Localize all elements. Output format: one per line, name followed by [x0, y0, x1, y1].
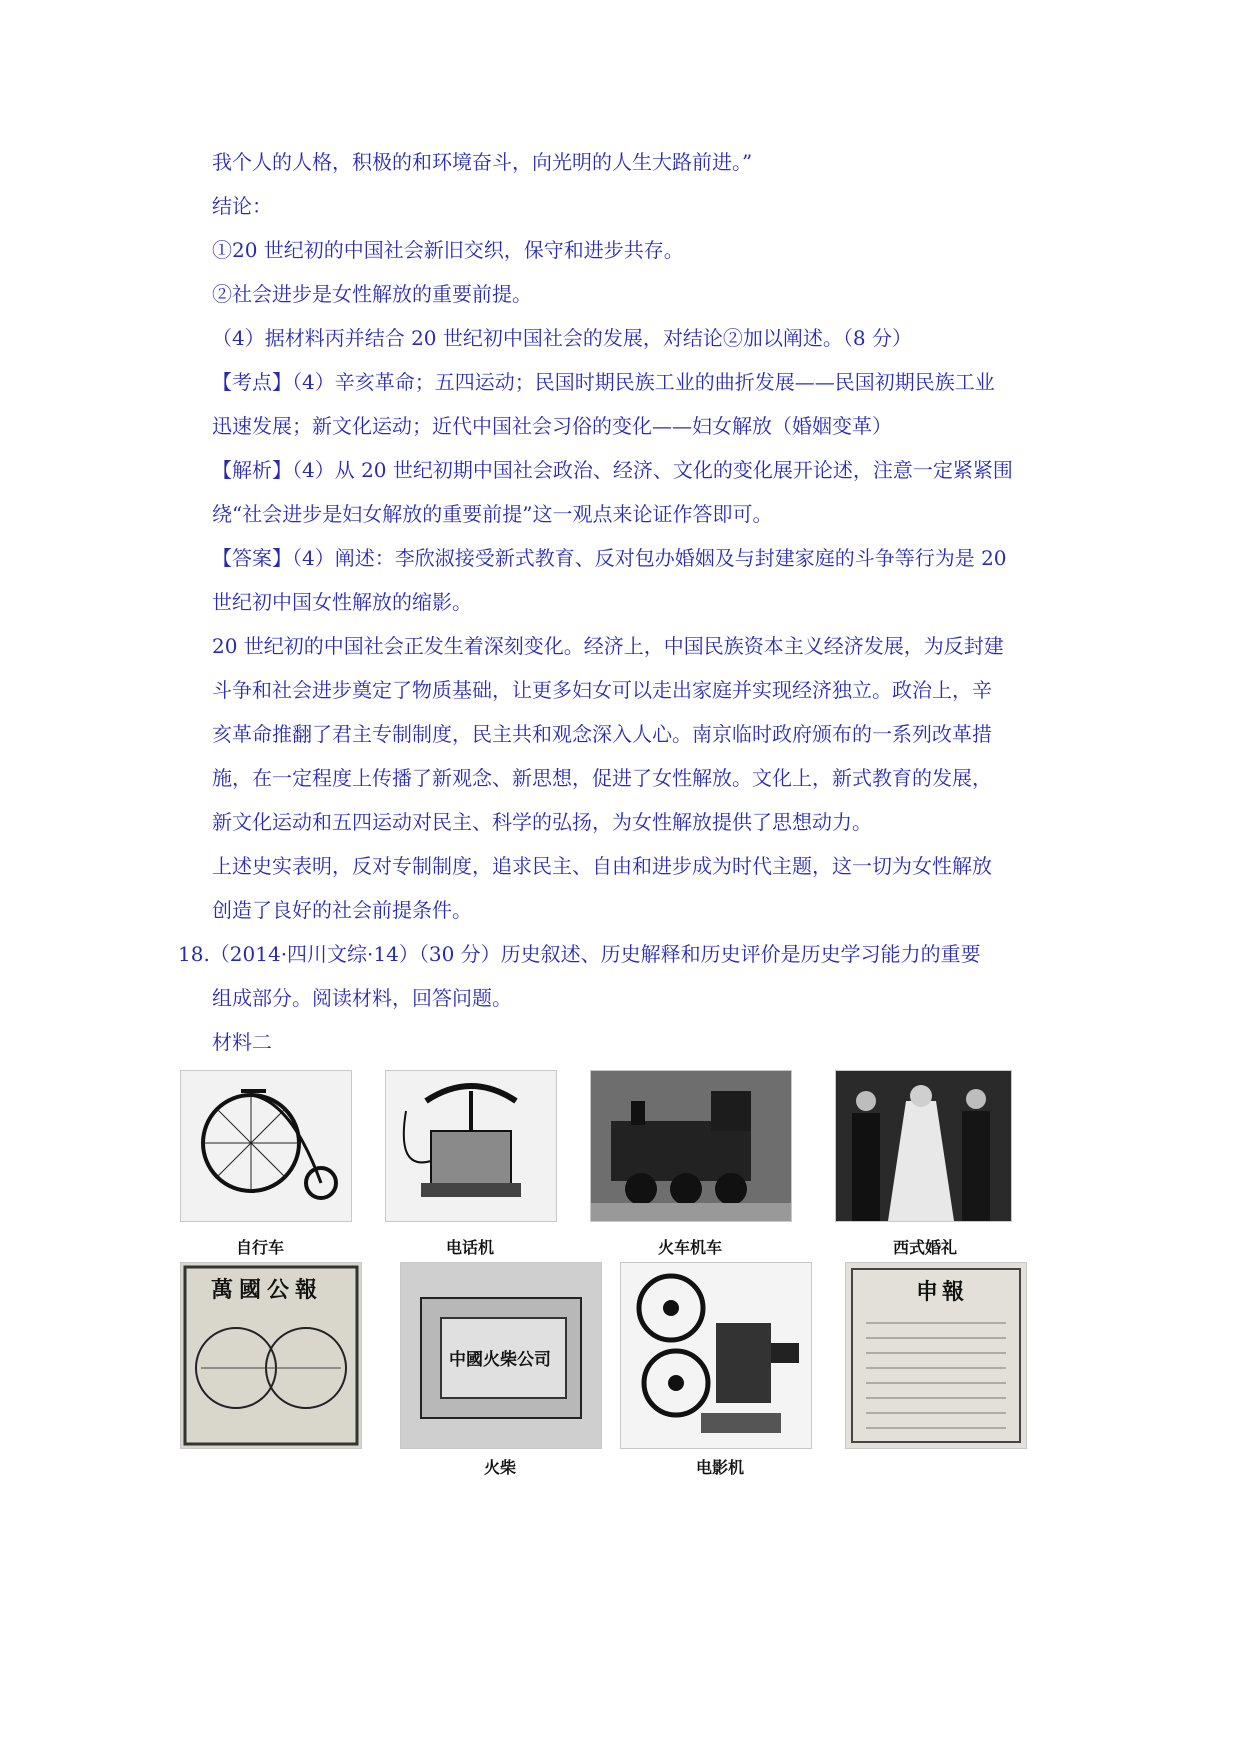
- text-line: （4）据材料丙并结合 20 世纪初中国社会的发展，对结论②加以阐述。（8 分）: [212, 326, 912, 350]
- image-caption: 电话机: [445, 1238, 494, 1257]
- text-line: ①20 世纪初的中国社会新旧交织，保守和进步共存。: [212, 238, 684, 262]
- matchbox-label: 中國火柴公司: [449, 1350, 551, 1370]
- wedding-photo-icon: [836, 1071, 1011, 1221]
- text-line: 【答案】（4）阐述：李欣淑接受新式教育、反对包办婚姻及与封建家庭的斗争等行为是 20: [212, 546, 1007, 570]
- text-line: 新文化运动和五四运动对民主、科学的弘扬，为女性解放提供了思想动力。: [212, 810, 872, 834]
- western-wedding-image: [835, 1070, 1012, 1222]
- question-line: 组成部分。阅读材料，回答问题。: [212, 986, 512, 1010]
- matchbox-image: [400, 1262, 602, 1449]
- film-projector-image: [620, 1262, 812, 1449]
- newspaper-title: 萬國公報: [211, 1277, 324, 1303]
- text-line: 绕“社会进步是妇女解放的重要前提”这一观点来论证作答即可。: [212, 502, 773, 526]
- text-line: 20 世纪初的中国社会正发生着深刻变化。经济上，中国民族资本主义经济发展，为反封建: [212, 634, 1004, 658]
- text-line: 【解析】（4）从 20 世纪初期中国社会政治、经济、文化的变化展开论述，注意一定紧紧围: [212, 458, 1013, 482]
- wanguo-gongbao-image: [180, 1262, 362, 1449]
- shenbao-image: [845, 1262, 1027, 1449]
- image-caption: 火柴: [483, 1458, 516, 1477]
- text-line: 【考点】（4）辛亥革命；五四运动；民国时期民族工业的曲折发展——民国初期民族工业: [212, 370, 995, 394]
- text-line: 创造了良好的社会前提条件。: [212, 898, 472, 922]
- locomotive-icon: [591, 1071, 791, 1221]
- bicycle-icon: [181, 1071, 351, 1221]
- text-line: 斗争和社会进步奠定了物质基础，让更多妇女可以走出家庭并实现经济独立。政治上，辛: [212, 678, 992, 702]
- film-projector-icon: [621, 1263, 811, 1448]
- telephone-image: [385, 1070, 557, 1222]
- telephone-icon: [386, 1071, 556, 1221]
- text-line: 上述史实表明，反对专制制度，追求民主、自由和进步成为时代主题，这一切为女性解放: [212, 854, 992, 878]
- text-line: 结论：: [212, 194, 272, 218]
- text-line: 施，在一定程度上传播了新观念、新思想，促进了女性解放。文化上，新式教育的发展，: [212, 766, 992, 790]
- text-line: 迅速发展；新文化运动；近代中国社会习俗的变化——妇女解放（婚姻变革）: [212, 414, 892, 438]
- image-caption: 西式婚礼: [892, 1238, 957, 1257]
- text-line: ②社会进步是女性解放的重要前提。: [212, 282, 532, 306]
- text-line: 我个人的人格，积极的和环境奋斗，向光明的人生大路前进。”: [212, 150, 753, 174]
- locomotive-image: [590, 1070, 792, 1222]
- text-line: 亥革命推翻了君主专制制度，民主共和观念深入人心。南京临时政府颁布的一系列改革措: [212, 722, 992, 746]
- image-caption: 火车机车: [657, 1238, 722, 1257]
- text-line: 世纪初中国女性解放的缩影。: [212, 590, 472, 614]
- bicycle-image: [180, 1070, 352, 1222]
- image-caption: 自行车: [235, 1238, 284, 1257]
- question-line: 18.（2014·四川文综·14）（30 分）历史叙述、历史解释和历史评价是历史学习能力的重要: [178, 942, 981, 966]
- image-caption: 电影机: [695, 1458, 744, 1477]
- newspaper-title: 申報: [916, 1279, 969, 1305]
- material-label: 材料二: [212, 1030, 272, 1054]
